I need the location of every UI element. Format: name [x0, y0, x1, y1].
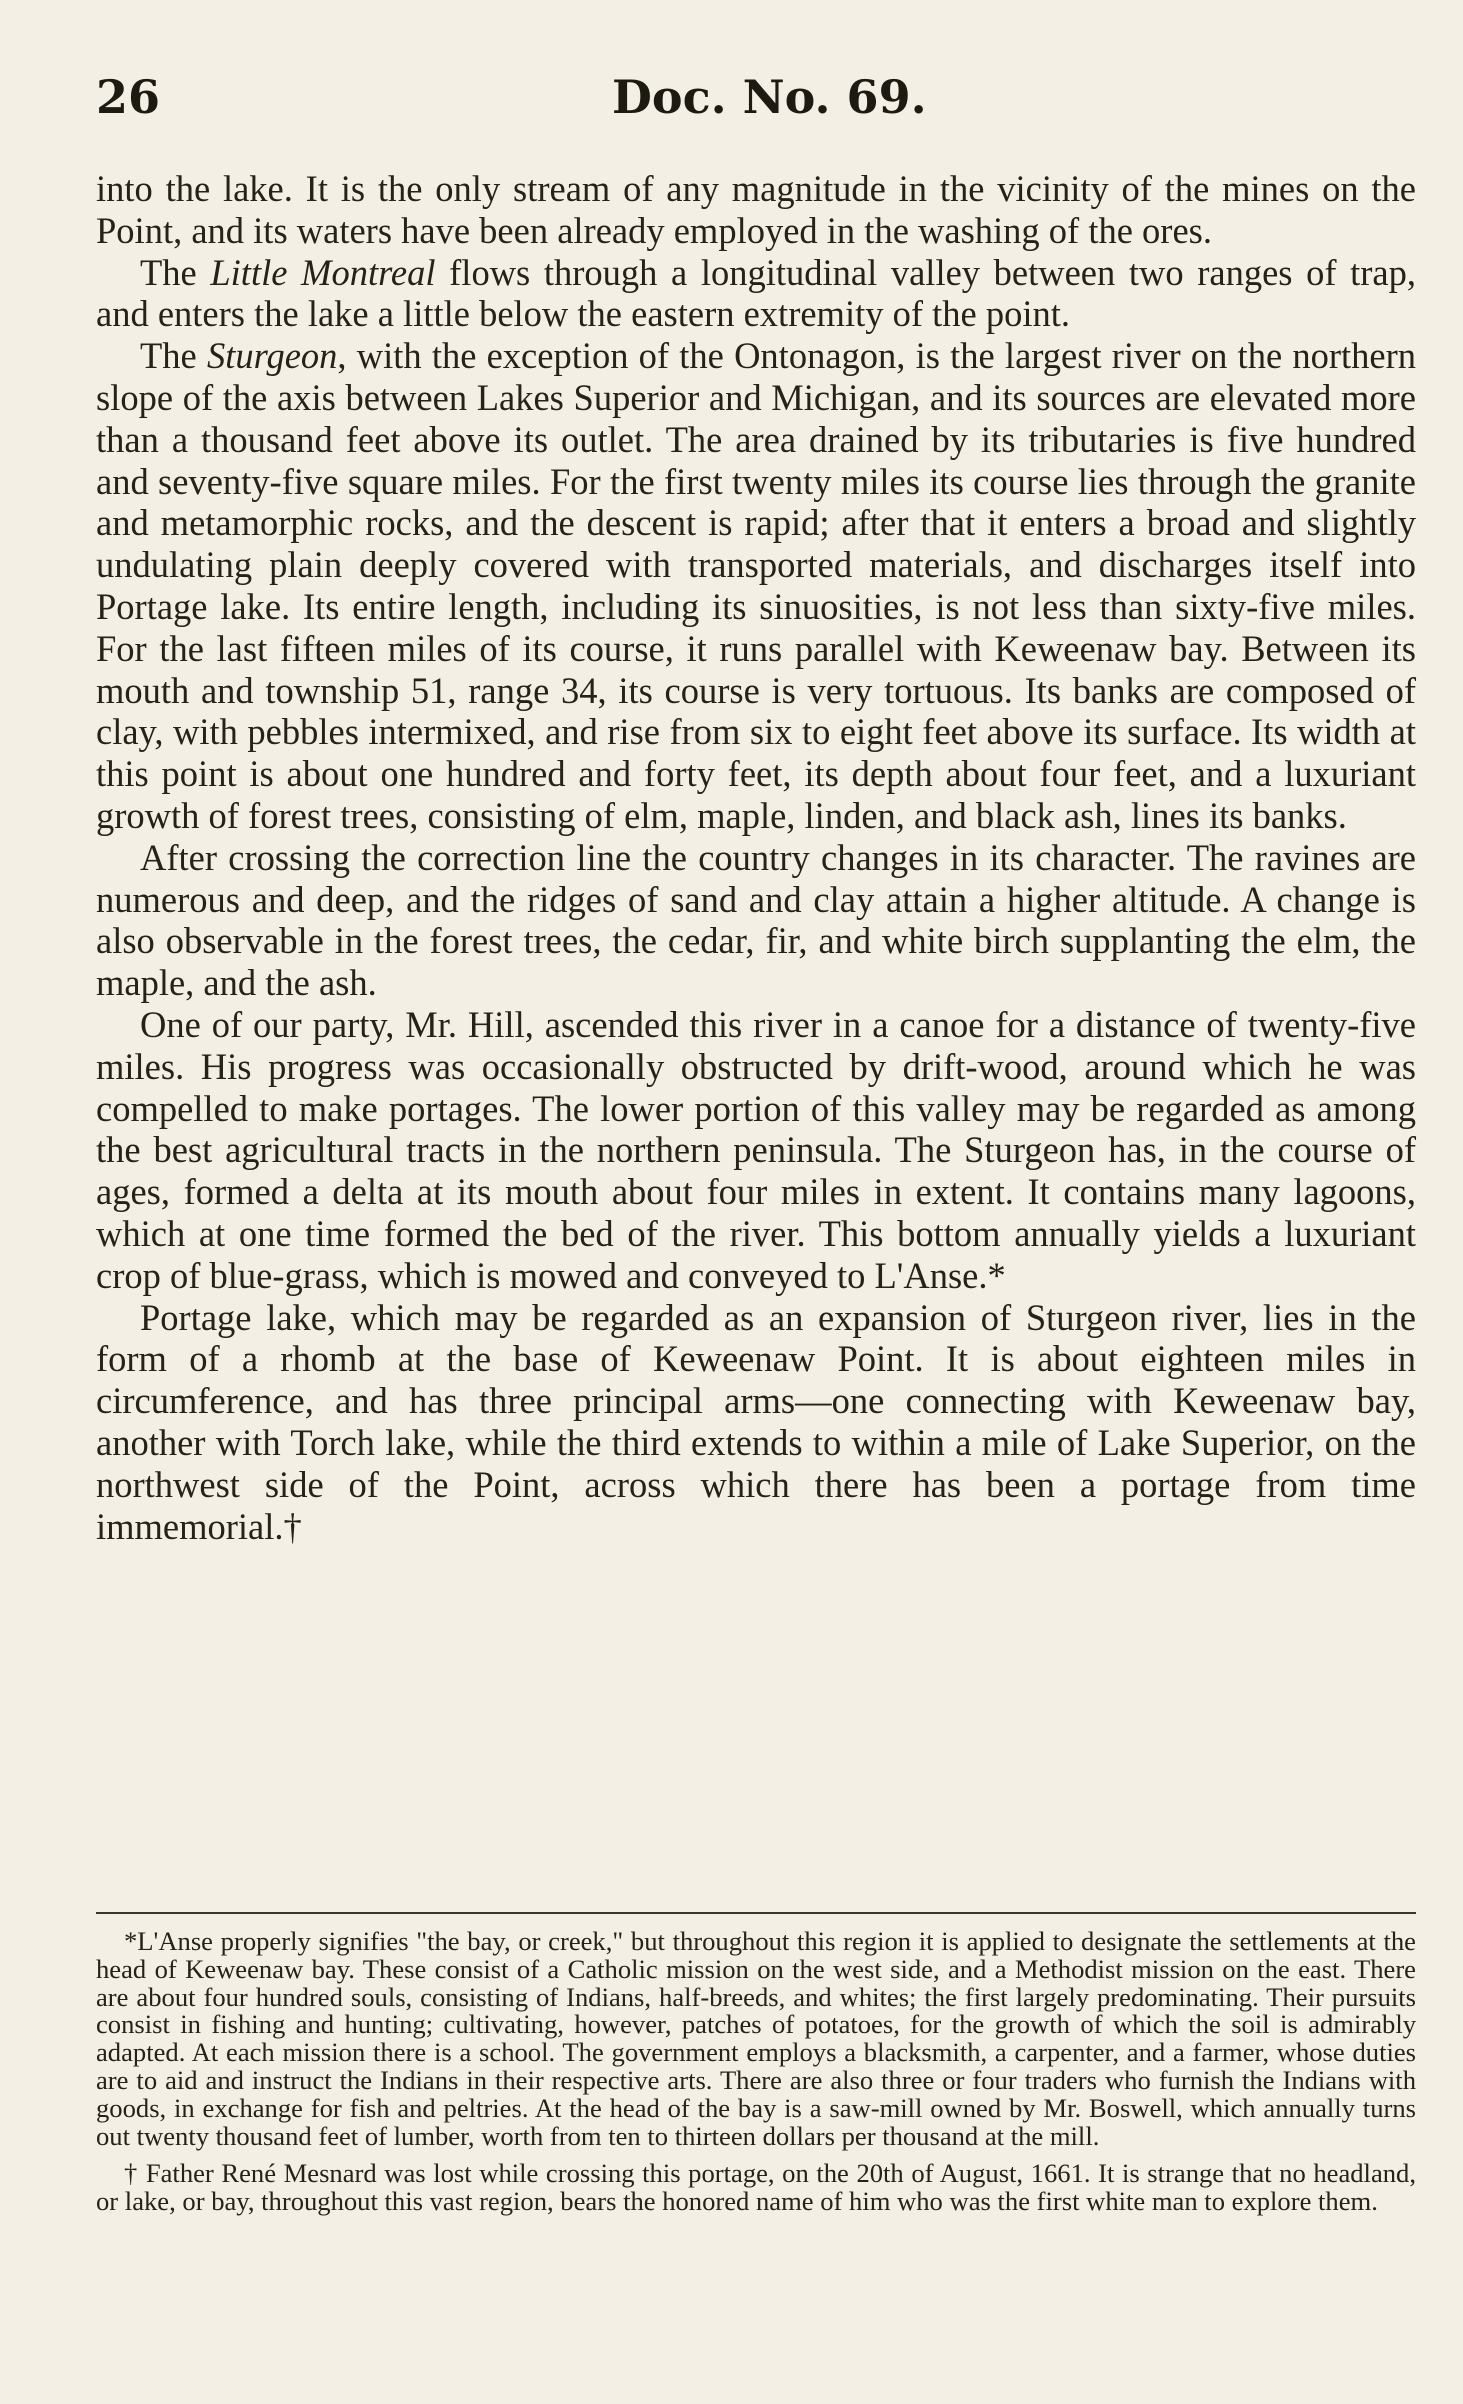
paragraph-little-montreal	[96, 252, 1416, 336]
paragraph-continued: into the lake. It is the only stream of any magnitude in the vicinity of the mines on the Point, and its waters have been already employed in the washing of the ores.	[96, 168, 1416, 251]
paragraph-text: The	[140, 251, 211, 293]
document-title: Doc. No. 69.	[612, 70, 927, 124]
footnote-mesnard: † Father René Mesnard was lost while crossing this portage, on the 20th of August, 1661. It is strange that no headland, or lake, or bay, throughout this vast region, bears the honored name of him who was the first white man to explore them.	[96, 2158, 1416, 2217]
river-name-little-montreal: Little Montreal	[210, 251, 436, 293]
river-name-sturgeon: Sturgeon	[206, 335, 338, 377]
paragraph-text: The	[140, 335, 207, 377]
body-text	[96, 168, 1416, 1547]
footnote-divider	[96, 1912, 1416, 1914]
paragraph-correction-line: After crossing the correction line the country changes in its character. The ravines are numerous and deep, and the ridges of sand and clay attain a higher altitude. A change is also observable in the forest trees, the cedar, fir, and white birch supplanting the elm, the maple, and the ash.	[96, 836, 1416, 1004]
paragraph-mr-hill: One of our party, Mr. Hill, ascended this river in a canoe for a distance of twenty-five miles. His progress was occasionally obstructed by drift-wood, around which he was compelled to make portages. The lower portion of this valley may be regarded as among the best agricultural tracts in the northern peninsula. The Sturgeon has, in the course of ages, formed a delta at its mouth about four miles in extent. It contains many lagoons, which at one time formed the bed of the river. This bottom annually yields a luxuriant crop of blue-grass, which is mowed and conveyed to L'Anse.*	[96, 1003, 1416, 1296]
footnotes	[96, 1928, 1416, 2216]
paragraph-portage-lake: Portage lake, which may be regarded as an expansion of Sturgeon river, lies in the form of a rhomb at the base of Keweenaw Point. It is about eighteen miles in circumference, and has three principal arms—one connecting with Keweenaw bay, another with Torch lake, while the third extends to within a mile of Lake Superior, on the northwest side of the Point, across which there has been a portage from time immemorial.†	[96, 1296, 1416, 1547]
page-number: 26	[96, 70, 161, 124]
paragraph-sturgeon	[96, 335, 1416, 837]
footnote-lanse: *L'Anse properly signifies "the bay, or creek," but throughout this region it is applied to designate the settlements at the head of Keweenaw bay. These consist of a Catholic mission on the west side, and a Methodist mission on the east. There are about four hundred souls, consisting of Indians, half-breeds, and whites; the first largely predominating. Their pursuits consist in fishing and hunting; cultivating, however, patches of potatoes, for the growth of which the soil is admirably adapted. At each mission there is a school. The government employs a blacksmith, a carpenter, and a farmer, whose duties are to aid and instruct the Indians in their respective arts. There are also three or four traders who furnish the Indians with goods, in exchange for fish and peltries. At the head of the bay is a saw-mill owned by Mr. Boswell, which annually turns out twenty thousand feet of lumber, worth from ten to thirteen dollars per thousand at the mill.	[96, 1926, 1416, 2151]
page-header	[96, 70, 1363, 130]
paragraph-text: , with the exception of the Ontonagon, is the largest river on the northern slope of the axis between Lakes Superior and Michigan, and its sources are elevated more than a thousand feet above its outlet. The area drained by its tributaries is five hundred and seventy-five square miles. For the first twenty miles its course lies through the granite and metamorphic rocks, and the descent is rapid; after that it enters a broad and slightly undulating plain deeply covered with transported materials, and discharges itself into Portage lake. Its entire length, including its sinuosities, is not less than sixty-five miles. For the last fifteen miles of its course, it runs parallel with Keweenaw bay. Between its mouth and township 51, range 34, its course is very tortuous. Its banks are composed of clay, with pebbles intermixed, and rise from six to eight feet above its surface. Its width at this point is about one hundred and forty feet, its depth about four feet, and a luxuriant growth of forest trees, consisting of elm, maple, linden, and black ash, lines its banks.	[96, 335, 1416, 836]
paragraph-text: flows through a longitudinal valley between two ranges of trap, and enters the lake a little below the eastern extremity of the point.	[96, 251, 1416, 335]
